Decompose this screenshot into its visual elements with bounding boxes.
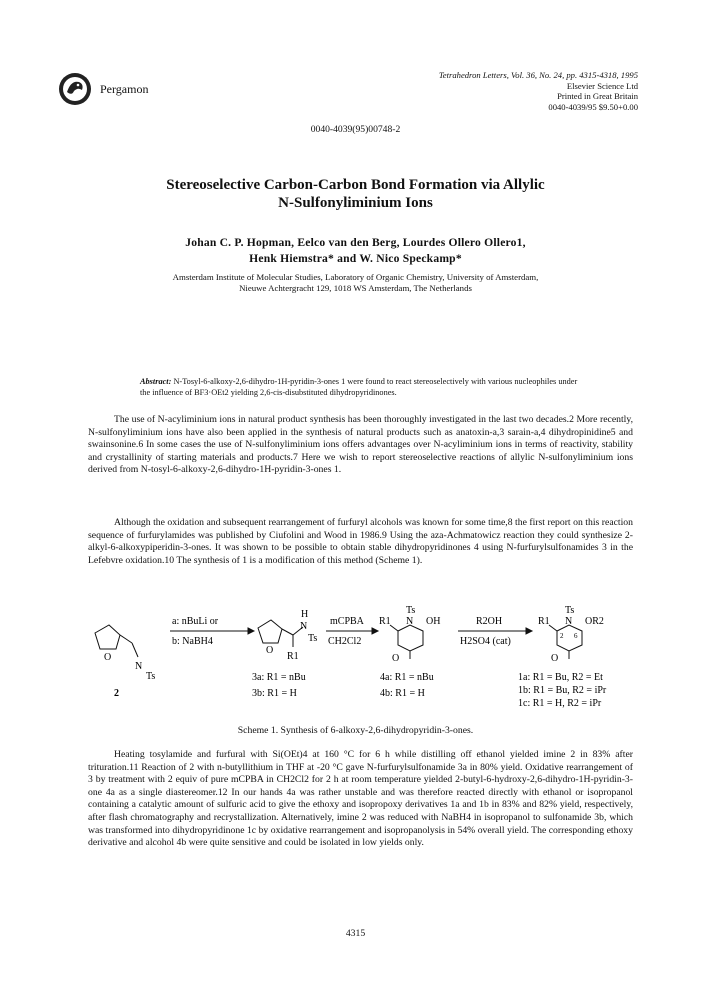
arrow-3 (458, 628, 532, 634)
compound-3a-label: 3a: R1 = nBu (252, 672, 306, 683)
compound-4a-label: 4a: R1 = nBu (380, 672, 434, 683)
reagent-acid: H2SO4 (cat) (460, 636, 511, 647)
compound-1b-label: 1b: R1 = Bu, R2 = iPr (518, 685, 607, 696)
cmpd2-O: O (104, 652, 112, 663)
cmpd3-N: N (300, 621, 308, 632)
reagent-solvent: CH2Cl2 (328, 636, 362, 647)
scheme-1 (80, 605, 650, 710)
abstract (140, 377, 580, 399)
cmpd3-Ts: Ts (308, 633, 318, 644)
cmpd1-Ts: Ts (565, 605, 575, 616)
cmpd3-R1: R1 (287, 651, 299, 662)
paragraph-1 (88, 414, 633, 477)
compound-4b-label: 4b: R1 = H (380, 688, 425, 699)
compound-2-structure (95, 625, 138, 657)
arrow-2 (326, 628, 378, 634)
reagent-a: a: nBuLi or (172, 616, 219, 627)
doi: 0040-4039(95)00748-2 (310, 124, 401, 135)
paragraph-3 (88, 749, 633, 850)
title-line-1: Stereoselective Carbon-Carbon Bond Formation via Allylic (166, 177, 545, 193)
page-number: 4315 (345, 928, 366, 939)
abstract-label: Abstract: (140, 377, 172, 386)
compound-1a-label: 1a: R1 = Bu, R2 = Et (518, 672, 603, 683)
reagent-alc: R2OH (476, 616, 503, 627)
cmpd1-OR2: OR2 (585, 616, 604, 627)
compound-3-structure (258, 620, 303, 647)
reagent-b: b: NaBH4 (172, 636, 213, 647)
cmpd1-N: N (565, 616, 573, 627)
cmpd2-Ts: Ts (146, 671, 156, 682)
scheme-caption: Scheme 1. Synthesis of 6-alkoxy-2,6-dihydropyridin-3-ones. (237, 725, 474, 736)
journal-line-3: Printed in Great Britain (557, 91, 638, 101)
paragraph-2-text: Although the oxidation and subsequent rearrangement of furfuryl alcohols was known for some time,8 the first report on this reaction sequence of furfurylamides was published by Ciufolini and Wood in 1986.9 Using the aza-Achmatowicz reaction they could synthesize 2-alkyl-6-alkoxypiperidin-3-ones. It was shown to be possible to obtain stable dihydropyridinones 4 using N-furfurylsulfonamides 3 in the Lefebvre oxidation.10 The synthesis of 1 is a modification of this method (Scheme 1). (88, 517, 633, 566)
publisher-name: Pergamon (100, 81, 149, 96)
cmpd1-pos2: 2 (560, 632, 564, 640)
affiliation-line-2: Nieuwe Achtergracht 129, 1018 WS Amsterdam, The Netherlands (239, 283, 472, 293)
journal-line-1: Tetrahedron Letters, Vol. 36, No. 24, pp. 4315-4318, 1995 (438, 70, 638, 80)
compound-2-label: 2 (114, 688, 119, 699)
pergamon-logo-icon (58, 72, 92, 106)
authors (60, 235, 651, 267)
paragraph-2 (88, 517, 633, 567)
cmpd4-OH: OH (426, 616, 441, 627)
cmpd4-Ts: Ts (406, 605, 416, 616)
publisher-block (58, 72, 148, 106)
abstract-text: N-Tosyl-6-alkoxy-2,6-dihydro-1H-pyridin-3-ones 1 were found to react stereoselectively with various nucleophiles under the influence of BF3·OEt2 yielding 2,6-cis-disubstituted dihydropyridinones. (140, 377, 578, 397)
cmpd1-O: O (551, 653, 559, 664)
paragraph-3-text: Heating tosylamide and furfural with Si(OEt)4 at 160 °C for 6 h while distilling off ethanol yielded imine 2 in 83% after trituration.11 Reaction of 2 with n-butyllithium in THF at -20 °C gave N-furfurylsulfonamide 3a in 80% yield. Oxidative rearrangement of 3 by treatment with 2 equiv of pure mCPBA in CH2Cl2 for 2 h at room temperature yielded 2-butyl-6-hydroxy-2,6-dihydro-1H-pyridin-3-one 4a as a single diastereomer.12 In our hands 4a was rather unstable and was therefore reacted directly with ethanol or isopropanol containing a catalytic amount of sulfuric acid to give the ethoxy and isopropoxy derivatives 1a and 1b in 83% and 82% yield, respectively, after flash chromatography and recrystallization. Alternatively, imine 2 was reduced with NaBH4 in isopropanol to sulfonamide 3b, which was transformed into dihydropyridinone 1c by oxidative rearrangement and isopropanolysis in 54% overall yield. The corresponding ethoxy derivative and alcohol 4b were quite sensitive and could be isolated in low yields only. (88, 749, 633, 849)
arrow-1 (170, 628, 254, 634)
cmpd3-H: H (301, 609, 309, 620)
paper-title (60, 176, 651, 212)
journal-line-4: 0040-4039/95 $9.50+0.00 (548, 101, 638, 112)
cmpd3-O: O (266, 645, 274, 656)
authors-line-2: Henk Hiemstra* and W. Nico Speckamp* (249, 252, 462, 265)
cmpd1-pos6: 6 (574, 632, 578, 640)
cmpd4-R1: R1 (379, 616, 391, 627)
cmpd2-N: N (135, 661, 143, 672)
title-line-2: N-Sulfonyliminium Ions (278, 195, 433, 211)
cmpd4-N: N (406, 616, 414, 627)
compound-1c-label: 1c: R1 = H, R2 = iPr (518, 698, 602, 709)
affiliation (80, 272, 631, 294)
cmpd1-R1: R1 (538, 616, 550, 627)
paragraph-1-text: The use of N-acyliminium ions in natural product synthesis has been thoroughly investigated in the last two decades.2 More recently, N-sulfonyliminium ions have also been applied in the synthesis of natural products such as anatoxin-a,3 sarain-a,4 dihydropinidine5 and swainsonine.6 In some cases the use of N-sulfonyliminium ions offers advantages over N-acyliminium ions in terms of reactivity, stability and crystallinity of starting materials and products.7 Here we wish to report stereoselective reactions of allylic N-sulfonyliminium ions derived from N-tosyl-6-alkoxy-2,6-dihydro-1H-pyridin-3-ones 1. (88, 414, 633, 476)
cmpd4-O: O (392, 653, 400, 664)
affiliation-line-1: Amsterdam Institute of Molecular Studies, Laboratory of Organic Chemistry, University of Amsterdam, (172, 272, 539, 282)
compound-3b-label: 3b: R1 = H (252, 688, 297, 699)
journal-line-2: Elsevier Science Ltd (566, 80, 638, 91)
authors-line-1: Johan C. P. Hopman, Eelco van den Berg, Lourdes Ollero Ollero1, (185, 236, 526, 249)
reagent-oxid: mCPBA (330, 616, 364, 627)
journal-info (439, 70, 638, 112)
